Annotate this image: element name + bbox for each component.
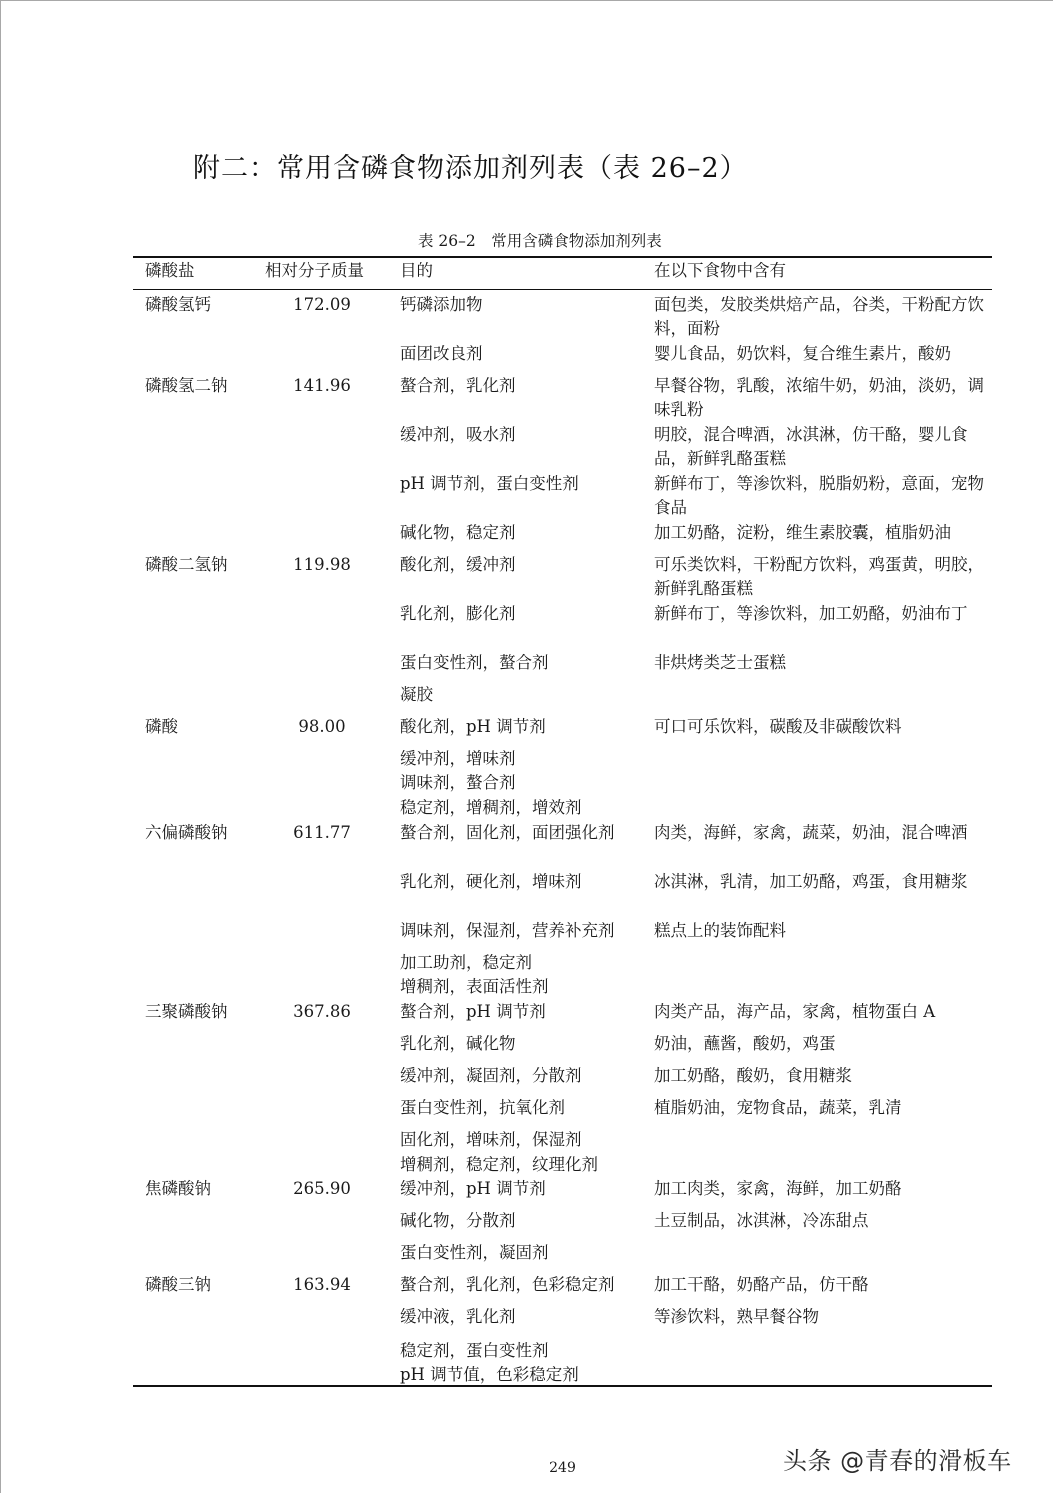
salt-name-cell: 磷酸氢钙 — [145, 295, 211, 314]
salt-name-cell: 磷酸二氢钠 — [145, 555, 228, 574]
watermark: 头条 @青春的滑板车 — [783, 1447, 1012, 1475]
purpose-cell: 碱化物，分散剂 — [400, 1211, 516, 1230]
page-heading: 附二：常用含磷食物添加剂列表（表 26–2） — [193, 153, 748, 184]
foods-cell: 加工奶酪，淀粉，维生素胶囊，植脂奶油 — [654, 523, 951, 542]
purpose-cell: 增稠剂，表面活性剂 — [400, 977, 549, 996]
foods-cell: 冰淇淋，乳清，加工奶酪，鸡蛋，食用糖浆 — [654, 872, 968, 891]
foods-cell: 早餐谷物，乳酸，浓缩牛奶，奶油，淡奶，调味乳粉 — [654, 376, 984, 419]
foods-cell: 新鲜布丁，等渗饮料，脱脂奶粉，意面，宠物食品 — [654, 474, 984, 517]
purpose-cell: 乳化剂，碱化物 — [400, 1034, 516, 1053]
purpose-cell: 缓冲剂，增味剂 — [400, 749, 516, 768]
purpose-cell: 凝胶 — [400, 685, 433, 704]
header-foods: 在以下食物中含有 — [654, 261, 786, 280]
purpose-cell: 稳定剂，蛋白变性剂 — [400, 1341, 549, 1360]
molecular-weight-cell: 141.96 — [293, 376, 351, 395]
purpose-cell: 酸化剂，缓冲剂 — [400, 555, 516, 574]
foods-cell: 糕点上的装饰配料 — [654, 921, 786, 940]
salt-name-cell: 焦磷酸钠 — [145, 1179, 211, 1198]
purpose-cell: 缓冲液，乳化剂 — [400, 1307, 516, 1326]
foods-cell: 新鲜布丁，等渗饮料，加工奶酪，奶油布丁 — [654, 604, 968, 623]
molecular-weight-cell: 172.09 — [293, 295, 351, 314]
purpose-cell: 调味剂，保湿剂，营养补充剂 — [400, 921, 615, 940]
purpose-cell: 缓冲剂，吸水剂 — [400, 425, 516, 444]
purpose-cell: 缓冲剂，pH 调节剂 — [400, 1179, 546, 1198]
molecular-weight-cell: 119.98 — [293, 555, 351, 574]
purpose-cell: 螯合剂，乳化剂，色彩稳定剂 — [400, 1275, 615, 1294]
table-top-rule — [133, 256, 992, 258]
purpose-cell: 螯合剂，固化剂，面团强化剂 — [400, 823, 615, 842]
salt-name-cell: 六偏磷酸钠 — [145, 823, 228, 842]
foods-cell: 面包类，发胶类烘焙产品，谷类，干粉配方饮料，面粉 — [654, 295, 984, 338]
foods-cell: 非烘烤类芝士蛋糕 — [654, 653, 786, 672]
purpose-cell: 乳化剂，膨化剂 — [400, 604, 516, 623]
purpose-cell: 固化剂，增味剂，保湿剂 — [400, 1130, 582, 1149]
purpose-cell: 加工助剂，稳定剂 — [400, 953, 532, 972]
molecular-weight-cell: 98.00 — [298, 717, 346, 736]
purpose-cell: 碱化物，稳定剂 — [400, 523, 516, 542]
foods-cell: 加工肉类，家禽，海鲜，加工奶酪 — [654, 1179, 902, 1198]
purpose-cell: 面团改良剂 — [400, 344, 483, 363]
page-border-top — [0, 0, 1053, 1]
salt-name-cell: 三聚磷酸钠 — [145, 1002, 228, 1021]
table-header-rule — [133, 289, 992, 290]
purpose-cell: 增稠剂，稳定剂，纹理化剂 — [400, 1155, 598, 1174]
molecular-weight-cell: 611.77 — [293, 823, 351, 842]
salt-name-cell: 磷酸 — [145, 717, 178, 736]
foods-cell: 奶油，蘸酱，酸奶，鸡蛋 — [654, 1034, 836, 1053]
purpose-cell: 螯合剂，pH 调节剂 — [400, 1002, 546, 1021]
molecular-weight-cell: 163.94 — [293, 1275, 351, 1294]
foods-cell: 土豆制品，冰淇淋，冷冻甜点 — [654, 1211, 869, 1230]
foods-cell: 加工干酪，奶酪产品，仿干酪 — [654, 1275, 869, 1294]
molecular-weight-cell: 265.90 — [293, 1179, 351, 1198]
page-number: 249 — [549, 1460, 576, 1476]
purpose-cell: 乳化剂，硬化剂，增味剂 — [400, 872, 582, 891]
purpose-cell: 蛋白变性剂，抗氧化剂 — [400, 1098, 565, 1117]
purpose-cell: pH 调节值，色彩稳定剂 — [400, 1365, 579, 1384]
foods-cell: 可乐类饮料，干粉配方饮料，鸡蛋黄，明胶，新鲜乳酪蛋糕 — [654, 555, 984, 598]
foods-cell: 明胶，混合啤酒，冰淇淋，仿干酪，婴儿食品，新鲜乳酪蛋糕 — [654, 425, 968, 468]
purpose-cell: 酸化剂，pH 调节剂 — [400, 717, 546, 736]
foods-cell: 肉类产品，海产品，家禽，植物蛋白 A — [654, 1002, 936, 1021]
purpose-cell: 螯合剂，乳化剂 — [400, 376, 516, 395]
molecular-weight-cell: 367.86 — [293, 1002, 351, 1021]
salt-name-cell: 磷酸三钠 — [145, 1275, 211, 1294]
page-border-left — [0, 0, 1, 1493]
salt-name-cell: 磷酸氢二钠 — [145, 376, 228, 395]
header-molecular-weight: 相对分子质量 — [265, 261, 364, 280]
purpose-cell: 蛋白变性剂，凝固剂 — [400, 1243, 549, 1262]
purpose-cell: 缓冲剂，凝固剂，分散剂 — [400, 1066, 582, 1085]
purpose-cell: 调味剂，螯合剂 — [400, 773, 516, 792]
purpose-cell: 蛋白变性剂，螯合剂 — [400, 653, 549, 672]
header-salt: 磷酸盐 — [145, 261, 195, 280]
foods-cell: 等渗饮料，熟早餐谷物 — [654, 1307, 819, 1326]
foods-cell: 婴儿食品，奶饮料，复合维生素片，酸奶 — [654, 344, 951, 363]
foods-cell: 加工奶酪，酸奶，食用糖浆 — [654, 1066, 852, 1085]
table-caption: 表 26–2 常用含磷食物添加剂列表 — [418, 232, 662, 250]
purpose-cell: 钙磷添加物 — [400, 295, 483, 314]
foods-cell: 植脂奶油，宠物食品，蔬菜，乳清 — [654, 1098, 902, 1117]
foods-cell: 可口可乐饮料，碳酸及非碳酸饮料 — [654, 717, 902, 736]
header-purpose: 目的 — [400, 261, 433, 280]
purpose-cell: 稳定剂，增稠剂，增效剂 — [400, 798, 582, 817]
foods-cell: 肉类，海鲜，家禽，蔬菜，奶油，混合啤酒 — [654, 823, 968, 842]
purpose-cell: pH 调节剂，蛋白变性剂 — [400, 474, 579, 493]
